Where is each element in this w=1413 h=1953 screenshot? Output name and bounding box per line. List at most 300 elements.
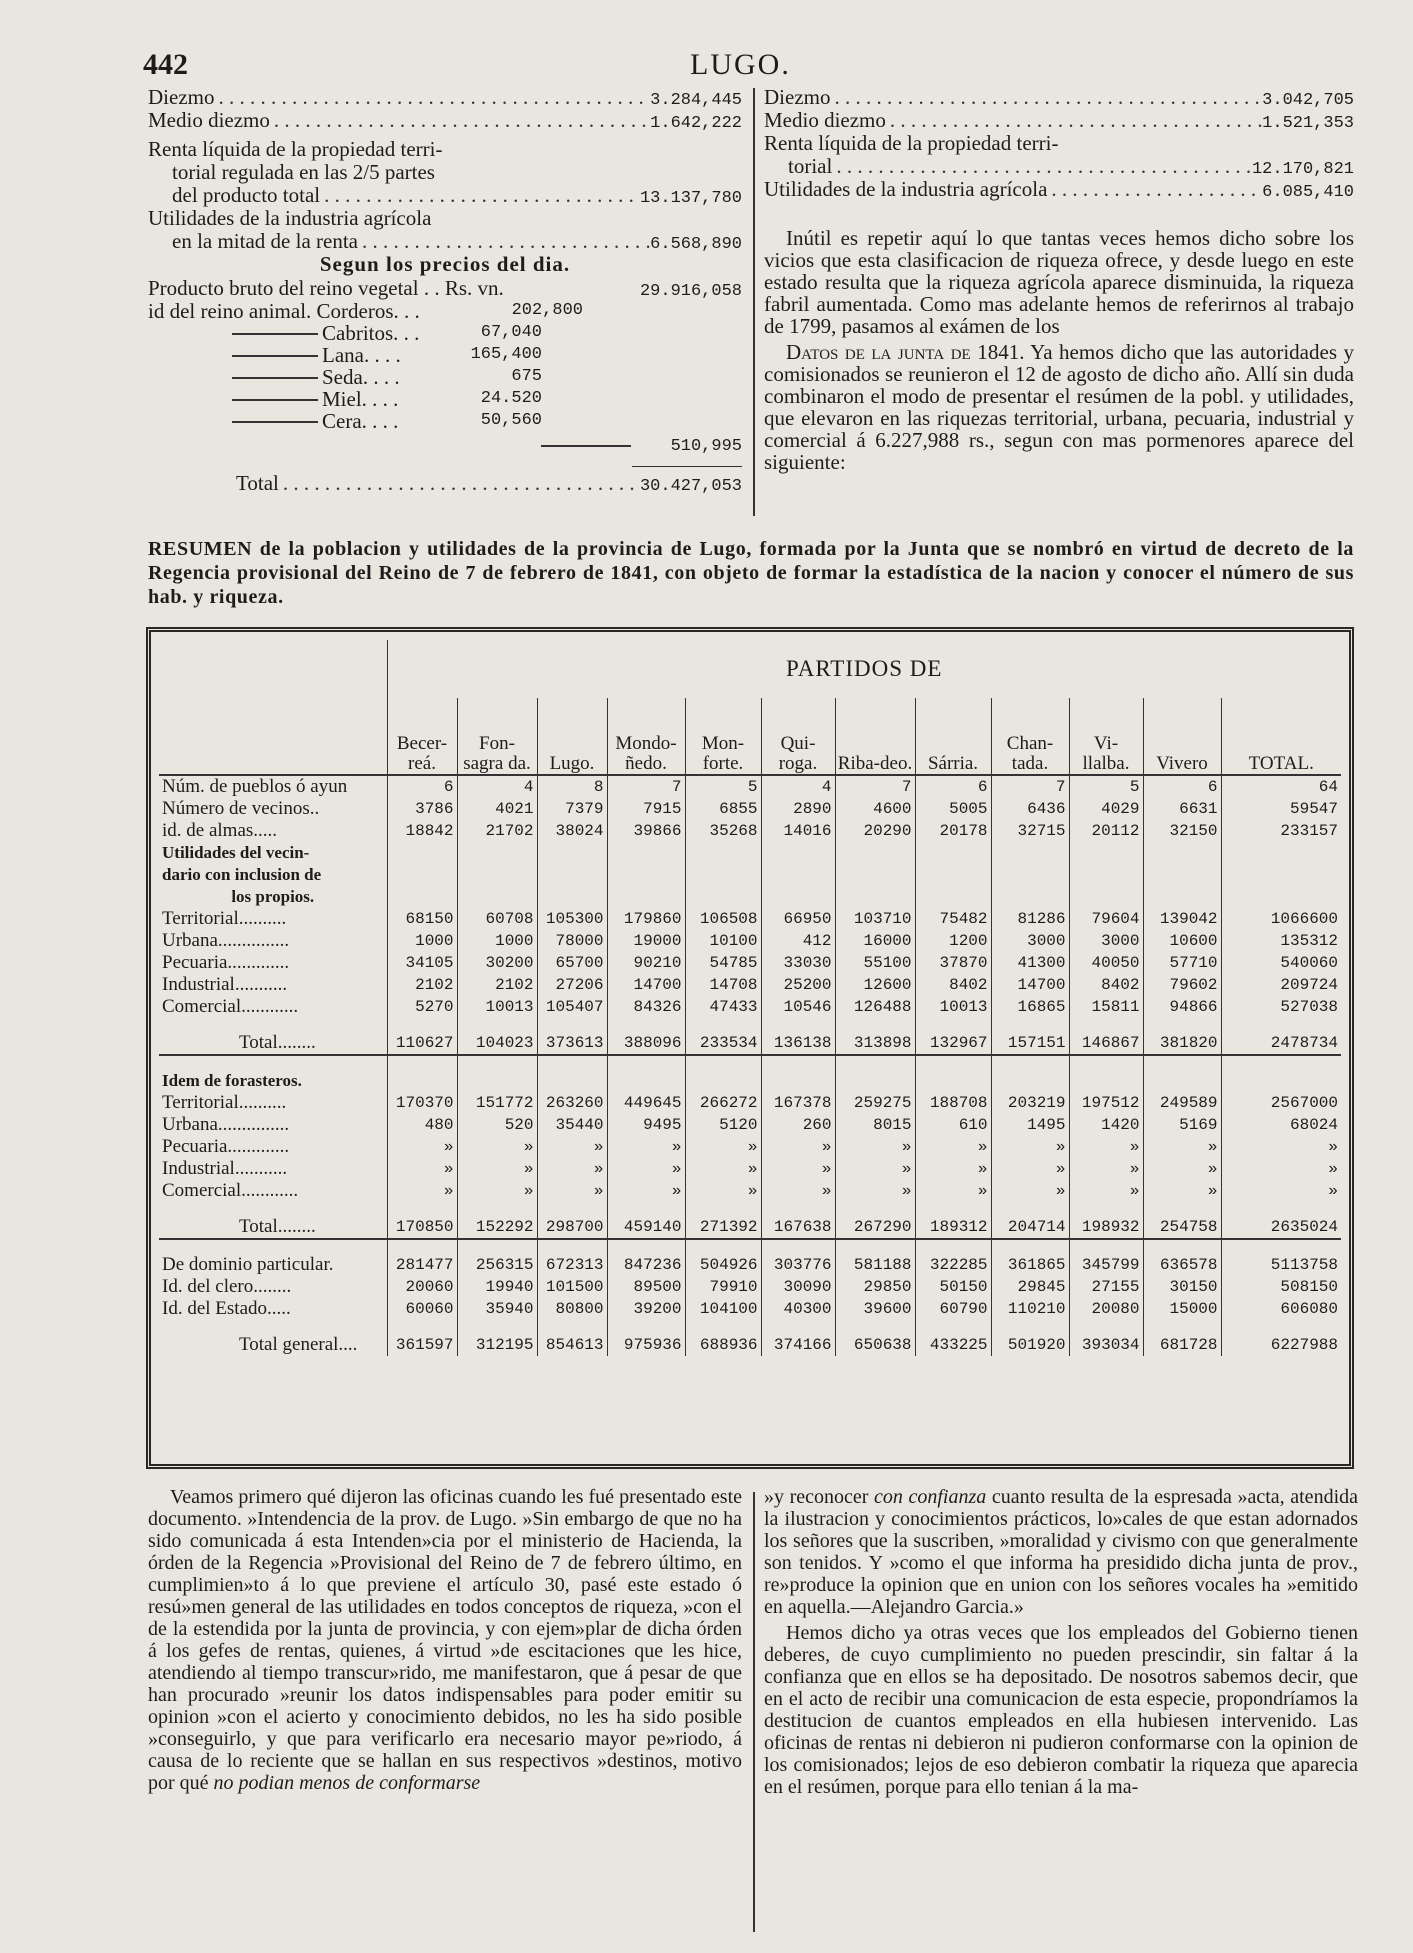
table-cell: » <box>537 1136 607 1158</box>
table-cell: 204714 <box>991 1216 1069 1239</box>
section-heading: Utilidades del vecin- <box>162 843 310 862</box>
table-cell: 39866 <box>607 820 685 842</box>
ledger-line: torial . . . 12.170,821 <box>764 155 1354 178</box>
table-cell: 14700 <box>991 974 1069 996</box>
table-cell: » <box>1069 1136 1143 1158</box>
table-cell: 6 <box>387 775 457 798</box>
table-cell: 14016 <box>761 820 835 842</box>
table-cell: 139042 <box>1143 908 1221 930</box>
row-label: Total........ <box>239 1216 316 1237</box>
table-cell: 8015 <box>835 1114 915 1136</box>
table-cell: 8402 <box>1069 974 1143 996</box>
table-cell: » <box>991 1158 1069 1180</box>
table-cell: 29845 <box>991 1276 1069 1298</box>
table-cell: 5113758 <box>1221 1254 1341 1276</box>
column-divider <box>753 88 755 516</box>
table-cell: 75482 <box>915 908 991 930</box>
table-cell: 35440 <box>537 1114 607 1136</box>
table-cell: 126488 <box>835 996 915 1018</box>
table-cell: 32150 <box>1143 820 1221 842</box>
table-cell: 105407 <box>537 996 607 1018</box>
table-cell: 2478734 <box>1221 1032 1341 1055</box>
column-header: Fon-sagra da. <box>457 698 537 775</box>
table-cell: » <box>991 1136 1069 1158</box>
row-label: Núm. de pueblos ó ayun <box>159 775 387 798</box>
table-cell: 260 <box>761 1114 835 1136</box>
table-section-row <box>159 886 1341 908</box>
table-cell: 38024 <box>537 820 607 842</box>
table-cell: 25200 <box>761 974 835 996</box>
table-cell: 68024 <box>1221 1114 1341 1136</box>
animal-subtotal: 510,995 <box>148 436 742 462</box>
table-cell: 459140 <box>607 1216 685 1239</box>
bottom-right-column <box>764 1486 1358 1798</box>
table-cell: » <box>835 1136 915 1158</box>
table-cell: 259275 <box>835 1092 915 1114</box>
table-cell: 636578 <box>1143 1254 1221 1276</box>
table-cell: 3786 <box>387 798 457 820</box>
table-cell: 303776 <box>761 1254 835 1276</box>
row-label: Comercial............ <box>162 1180 299 1201</box>
table-cell: 263260 <box>537 1092 607 1114</box>
paragraph: Veamos primero qué dijeron las oficinas cuando les fué presentado este documento. »Intendencia de la prov. de Lugo. »Sin embargo de que no ha sido comunicada á esta Intenden»cia por el ministerio de Hacienda, la órden de la Regencia »Provisional del Reino de 7 de febrero último, en cumplimien»to á lo que previene el artículo 30, pasé este estado ó resú»men general de las utilidades en todos conceptos de riqueza, »con el de la estendida por la junta de provincia, y con ejem»plar de dicha órden á los gefes de rentas, quienes, á virtud »de escitaciones que les hice, atendiendo al tiempo transcur»rido, me manifestaron, que á pesar de que han procurado »reunir los datos indispensables para poder emitir su opinion »con el acierto y conocimiento debidos, no les ha sido posible »conseguirlo, y que para verificarlo era necesario mayor pe»riodo, á causa de lo reciente que se hallan en sus respectivos »destinos, motivo por qué no podian menos de conformarse <box>148 1486 742 1794</box>
table-cell: 57710 <box>1143 952 1221 974</box>
table-cell: 41300 <box>991 952 1069 974</box>
table-cell: 105300 <box>537 908 607 930</box>
row-label: Comercial............ <box>162 996 299 1017</box>
table-cell: 197512 <box>1069 1092 1143 1114</box>
table-cell: 501920 <box>991 1334 1069 1356</box>
table-cell: » <box>915 1158 991 1180</box>
table-row <box>159 974 1341 996</box>
table-cell: 8402 <box>915 974 991 996</box>
table-cell: » <box>761 1158 835 1180</box>
table-cell: » <box>1221 1158 1341 1180</box>
column-header: Sárria. <box>915 698 991 775</box>
table-row <box>159 996 1341 1018</box>
ledger-line: Lana. . . . 165,400 <box>148 344 742 366</box>
right-column <box>764 86 1354 473</box>
text-line: Renta líquida de la propiedad terri- <box>148 137 443 161</box>
table-cell: 15811 <box>1069 996 1143 1018</box>
table-cell: 40050 <box>1069 952 1143 974</box>
table-cell: 4021 <box>457 798 537 820</box>
paragraph: Hemos dicho ya otras veces que los empleados del Gobierno tienen deberes, de cuyo cumplimiento no pueden prescindir, sin faltar á la confianza que en ellos se ha depositado. De nosotros sabemos decir, que en el acto de recibir una comunicacion de esta especie, propondríamos la destitucion de cuantos empleados en ella hubiesen intervenido. Las oficinas de rentas ni debieron ni pudieron conformarse con la opinion de los comisionados; lejos de eso debieron combatir la riqueza que aparecia en el resúmen, porque para ello tenian á la ma- <box>764 1622 1358 1798</box>
table-cell: 581188 <box>835 1254 915 1276</box>
column-header: Mondo-ñedo. <box>607 698 685 775</box>
table-cell: 32715 <box>991 820 1069 842</box>
left-column <box>148 86 742 495</box>
bottom-left-column <box>148 1486 742 1794</box>
section-heading: Segun los precios del dia. <box>319 252 571 276</box>
table-cell: 847236 <box>607 1254 685 1276</box>
ledger-line: Medio diezmo . . . 1.642,222 <box>148 109 742 132</box>
table-cell: 345799 <box>1069 1254 1143 1276</box>
table-cell: 7915 <box>607 798 685 820</box>
table-cell: 12600 <box>835 974 915 996</box>
table-row <box>159 952 1341 974</box>
column-divider <box>753 1492 755 1932</box>
table-cell: » <box>387 1180 457 1202</box>
table-cell: 30090 <box>761 1276 835 1298</box>
table-cell: 233534 <box>685 1032 761 1055</box>
table-cell: 10013 <box>457 996 537 1018</box>
table-row <box>159 775 1341 798</box>
table-cell: 233157 <box>1221 820 1341 842</box>
ledger-line: Cabritos. . . 67,040 <box>148 322 742 344</box>
table-cell: » <box>607 1158 685 1180</box>
table-cell: » <box>761 1180 835 1202</box>
table-cell: 504926 <box>685 1254 761 1276</box>
table-cell: 101500 <box>537 1276 607 1298</box>
table-cell: 50150 <box>915 1276 991 1298</box>
table-cell: 79604 <box>1069 908 1143 930</box>
table-cell: 540060 <box>1221 952 1341 974</box>
text-line: torial regulada en las 2/5 partes <box>172 160 435 184</box>
column-header: Vivero <box>1143 698 1221 775</box>
ledger-line: Utilidades de la industria agrícola . . . 6.085,410 <box>764 178 1354 201</box>
row-label: id. de almas..... <box>162 820 278 841</box>
table-cell: 313898 <box>835 1032 915 1055</box>
table-cell: » <box>835 1158 915 1180</box>
table-cell: 672313 <box>537 1254 607 1276</box>
ledger-line: Miel. . . . 24.520 <box>148 388 742 410</box>
table-cell: 94866 <box>1143 996 1221 1018</box>
table-cell: 374166 <box>761 1334 835 1356</box>
table-cell: 298700 <box>537 1216 607 1239</box>
table-cell: 6855 <box>685 798 761 820</box>
table-cell: 78000 <box>537 930 607 952</box>
table-cell: 189312 <box>915 1216 991 1239</box>
table-cell: 6 <box>915 775 991 798</box>
ledger-line: Medio diezmo . . . 1.521,353 <box>764 109 1354 132</box>
table-cell: 2102 <box>457 974 537 996</box>
table-cell: 433225 <box>915 1334 991 1356</box>
table-cell: 6 <box>1143 775 1221 798</box>
ledger-line: Producto bruto del reino vegetal . . Rs. vn. 29.916,058 <box>148 277 742 300</box>
row-label: Urbana............... <box>162 1114 290 1135</box>
table-cell: 179860 <box>607 908 685 930</box>
table-cell: » <box>761 1136 835 1158</box>
row-label: Id. del clero........ <box>162 1276 292 1297</box>
column-header: Mon-forte. <box>685 698 761 775</box>
table-cell: 14700 <box>607 974 685 996</box>
table-cell: » <box>607 1136 685 1158</box>
table-cell: 55100 <box>835 952 915 974</box>
table-cell: 35268 <box>685 820 761 842</box>
table-cell: 151772 <box>457 1092 537 1114</box>
table-cell: 39200 <box>607 1298 685 1320</box>
table-cell: 2567000 <box>1221 1092 1341 1114</box>
table-cell: 854613 <box>537 1334 607 1356</box>
table-cell: 449645 <box>607 1092 685 1114</box>
table-row <box>159 798 1341 820</box>
table-cell: 6631 <box>1143 798 1221 820</box>
table-cell: 30200 <box>457 952 537 974</box>
table-cell: 1000 <box>387 930 457 952</box>
table-cell: » <box>835 1180 915 1202</box>
table-cell: 60060 <box>387 1298 457 1320</box>
table-row <box>159 1092 1341 1114</box>
partidos-heading: PARTIDOS DE <box>387 640 1341 698</box>
column-header: Riba-deo. <box>835 698 915 775</box>
table-cell: 20112 <box>1069 820 1143 842</box>
table-cell: 5120 <box>685 1114 761 1136</box>
row-label: Id. del Estado..... <box>162 1298 291 1319</box>
table-cell: 267290 <box>835 1216 915 1239</box>
row-label: Pecuaria............. <box>162 952 290 973</box>
table-cell: 27155 <box>1069 1276 1143 1298</box>
row-label: Número de vecinos.. <box>162 798 320 819</box>
table-cell: 606080 <box>1221 1298 1341 1320</box>
table-row <box>159 1334 1341 1356</box>
table-cell: » <box>607 1180 685 1202</box>
table-cell: 34105 <box>387 952 457 974</box>
table-cell: 167638 <box>761 1216 835 1239</box>
table-cell: 40300 <box>761 1298 835 1320</box>
table-cell: 271392 <box>685 1216 761 1239</box>
table-cell: 203219 <box>991 1092 1069 1114</box>
ledger-line: Cera. . . . 50,560 <box>148 410 742 432</box>
table-cell: 10013 <box>915 996 991 1018</box>
table-cell: 29850 <box>835 1276 915 1298</box>
table-cell: 16000 <box>835 930 915 952</box>
ledger-line: Diezmo . . . 3.284,445 <box>148 86 742 109</box>
table-cell: 19940 <box>457 1276 537 1298</box>
paragraph: »y reconocer con confianza cuanto resulta de la espresada »acta, atendida la ilustracion y conocimientos prácticos, lo»cales de que estan adornados los señores que la suscriben, »moralidad y civismo con que generalmente son tenidos. Y »como el que informa ha presidido dicha junta de prov., re»produce la opinion que en union con los señores vocales ha »emitido en aquella.—Alejandro Garcia.» <box>764 1486 1358 1618</box>
table-cell: 520 <box>457 1114 537 1136</box>
row-label: Industrial........... <box>162 1158 288 1179</box>
table-cell: 68150 <box>387 908 457 930</box>
table-cell: 10100 <box>685 930 761 952</box>
table-cell: » <box>387 1158 457 1180</box>
table-cell: 89500 <box>607 1276 685 1298</box>
table-cell: 18842 <box>387 820 457 842</box>
table-cell: » <box>685 1136 761 1158</box>
table-cell: 5169 <box>1143 1114 1221 1136</box>
table-row <box>159 908 1341 930</box>
table-cell: 7 <box>607 775 685 798</box>
table-cell: 4 <box>761 775 835 798</box>
table-cell: 7 <box>991 775 1069 798</box>
table-cell: 135312 <box>1221 930 1341 952</box>
table-cell: » <box>1143 1180 1221 1202</box>
table-cell: 30150 <box>1143 1276 1221 1298</box>
table-cell: 4029 <box>1069 798 1143 820</box>
table-cell: » <box>1221 1180 1341 1202</box>
table-cell: 5 <box>685 775 761 798</box>
table-cell: 33030 <box>761 952 835 974</box>
table-cell: 209724 <box>1221 974 1341 996</box>
table-cell: 5005 <box>915 798 991 820</box>
table-cell: 1066600 <box>1221 908 1341 930</box>
table-row <box>159 1298 1341 1320</box>
row-label: Territorial.......... <box>162 908 287 929</box>
table-cell: » <box>537 1158 607 1180</box>
table-cell: 2102 <box>387 974 457 996</box>
table-cell: 610 <box>915 1114 991 1136</box>
section-heading: dario con inclusion de <box>162 865 322 884</box>
table-cell: 106508 <box>685 908 761 930</box>
table-cell: 361597 <box>387 1334 457 1356</box>
table-cell: 37870 <box>915 952 991 974</box>
table-cell: 381820 <box>1143 1032 1221 1055</box>
table-cell: 90210 <box>607 952 685 974</box>
table-section-row <box>159 842 1341 864</box>
table-cell: 152292 <box>457 1216 537 1239</box>
column-header: Becer-reá. <box>387 698 457 775</box>
table-cell: 1420 <box>1069 1114 1143 1136</box>
table-cell: 54785 <box>685 952 761 974</box>
table-cell: 9495 <box>607 1114 685 1136</box>
table-cell: 27206 <box>537 974 607 996</box>
table-cell: 249589 <box>1143 1092 1221 1114</box>
table-cell: » <box>915 1180 991 1202</box>
ledger-line: en la mitad de la renta . . . 6.568,890 <box>148 230 742 253</box>
table-row <box>159 1254 1341 1276</box>
table-cell: » <box>915 1136 991 1158</box>
table-cell: 393034 <box>1069 1334 1143 1356</box>
table-cell: 15000 <box>1143 1298 1221 1320</box>
table-cell: 19000 <box>607 930 685 952</box>
table-cell: 104023 <box>457 1032 537 1055</box>
table-cell: 79602 <box>1143 974 1221 996</box>
row-label: Pecuaria............. <box>162 1136 290 1157</box>
table-cell: 60790 <box>915 1298 991 1320</box>
resumen-title: RESUMEN de la poblacion y utilidades de la provincia de Lugo, formada por la Junta que se nombró en virtud de decreto de la Regencia provisional del Reino de 7 de febrero de 1841, con objeto de formar la estadística de la nacion y conocer el número de sus hab. y riqueza. <box>148 538 1354 608</box>
table-cell: 388096 <box>607 1032 685 1055</box>
table-cell: 16865 <box>991 996 1069 1018</box>
row-label: Urbana............... <box>162 930 290 951</box>
table-section-row <box>159 864 1341 886</box>
table-cell: » <box>1221 1136 1341 1158</box>
ledger-line: del producto total . . . 13.137,780 <box>148 184 742 207</box>
page-number: 442 <box>143 48 188 81</box>
table-cell: 3000 <box>991 930 1069 952</box>
table-cell: » <box>1143 1158 1221 1180</box>
table-cell: 167378 <box>761 1092 835 1114</box>
table-row <box>159 1276 1341 1298</box>
table-cell: 110210 <box>991 1298 1069 1320</box>
table-cell: 35940 <box>457 1298 537 1320</box>
table-section-row <box>159 1070 1341 1092</box>
table-cell: 170850 <box>387 1216 457 1239</box>
table-row <box>159 1114 1341 1136</box>
table-cell: 60708 <box>457 908 537 930</box>
table-cell: 361865 <box>991 1254 1069 1276</box>
table-cell: » <box>457 1158 537 1180</box>
table-cell: 10546 <box>761 996 835 1018</box>
table-cell: 10600 <box>1143 930 1221 952</box>
table-cell: 14708 <box>685 974 761 996</box>
ledger-line: Total . . . 30.427,053 <box>148 472 742 495</box>
ledger-line: Diezmo . . . 3.042,705 <box>764 86 1354 109</box>
table-cell: » <box>457 1136 537 1158</box>
row-label: Total........ <box>239 1032 316 1053</box>
resumen-table-frame <box>146 627 1354 1469</box>
table-row <box>159 1032 1341 1055</box>
table-cell: 39600 <box>835 1298 915 1320</box>
row-label: Industrial........... <box>162 974 288 995</box>
column-header: Qui-roga. <box>761 698 835 775</box>
table-cell: 7379 <box>537 798 607 820</box>
table-cell: 20060 <box>387 1276 457 1298</box>
table-cell: 975936 <box>607 1334 685 1356</box>
table-cell: » <box>387 1136 457 1158</box>
paragraph: Datos de la junta de 1841. Ya hemos dicho que las autoridades y comisionados se reunieron el 12 de agosto de dicho año. Allí sin duda combinaron el modo de presentar el resúmen de la pobl. y utilidades, que elevaron en las riquezas territorial, urbana, pecuaria, industrial y comercial á 6.227,988 rs., segun con mas pormenores aparece del siguiente: <box>764 340 1354 474</box>
table-row <box>159 1216 1341 1239</box>
table-cell: 3000 <box>1069 930 1143 952</box>
table-cell: 4 <box>457 775 537 798</box>
table-cell: 20178 <box>915 820 991 842</box>
table-cell: 64 <box>1221 775 1341 798</box>
table-cell: » <box>685 1180 761 1202</box>
table-cell: 79910 <box>685 1276 761 1298</box>
table-cell: » <box>537 1180 607 1202</box>
table-cell: 66950 <box>761 908 835 930</box>
section-heading: los propios. <box>231 887 315 906</box>
table-cell: 508150 <box>1221 1276 1341 1298</box>
table-row <box>159 820 1341 842</box>
table-cell: » <box>1143 1136 1221 1158</box>
table-cell: 157151 <box>991 1032 1069 1055</box>
table-cell: 266272 <box>685 1092 761 1114</box>
text-line: Utilidades de la industria agrícola <box>148 206 432 230</box>
table-cell: 5270 <box>387 996 457 1018</box>
table-cell: » <box>1069 1180 1143 1202</box>
table-cell: 5 <box>1069 775 1143 798</box>
table-cell: 412 <box>761 930 835 952</box>
resumen-table <box>159 640 1341 1356</box>
table-cell: 188708 <box>915 1092 991 1114</box>
table-row <box>159 930 1341 952</box>
table-cell: 110627 <box>387 1032 457 1055</box>
column-header: Lugo. <box>537 698 607 775</box>
table-cell: 84326 <box>607 996 685 1018</box>
row-label: Territorial.......... <box>162 1092 287 1113</box>
table-cell: 281477 <box>387 1254 457 1276</box>
table-cell: 132967 <box>915 1032 991 1055</box>
table-cell: 8 <box>537 775 607 798</box>
column-header: Vi-llalba. <box>1069 698 1143 775</box>
table-cell: 688936 <box>685 1334 761 1356</box>
table-cell: » <box>457 1180 537 1202</box>
column-header: TOTAL. <box>1221 698 1341 775</box>
table-cell: 650638 <box>835 1334 915 1356</box>
table-cell: 170370 <box>387 1092 457 1114</box>
table-cell: 81286 <box>991 908 1069 930</box>
table-cell: 6227988 <box>1221 1334 1341 1356</box>
table-cell: 1200 <box>915 930 991 952</box>
page-title: LUGO. <box>690 48 791 81</box>
table-row <box>159 1158 1341 1180</box>
table-cell: 104100 <box>685 1298 761 1320</box>
table-cell: 254758 <box>1143 1216 1221 1239</box>
table-cell: 21702 <box>457 820 537 842</box>
row-label: Total general.... <box>239 1334 358 1355</box>
table-row <box>159 1180 1341 1202</box>
table-cell: 7 <box>835 775 915 798</box>
table-cell: 2890 <box>761 798 835 820</box>
table-cell: 527038 <box>1221 996 1341 1018</box>
ledger-line: id del reino animal. Corderos. . . 202,800 <box>148 299 583 323</box>
table-cell: 4600 <box>835 798 915 820</box>
table-cell: » <box>685 1158 761 1180</box>
table-cell: 256315 <box>457 1254 537 1276</box>
text-line: Renta líquida de la propiedad terri- <box>764 131 1059 155</box>
table-cell: 59547 <box>1221 798 1341 820</box>
table-cell: 373613 <box>537 1032 607 1055</box>
